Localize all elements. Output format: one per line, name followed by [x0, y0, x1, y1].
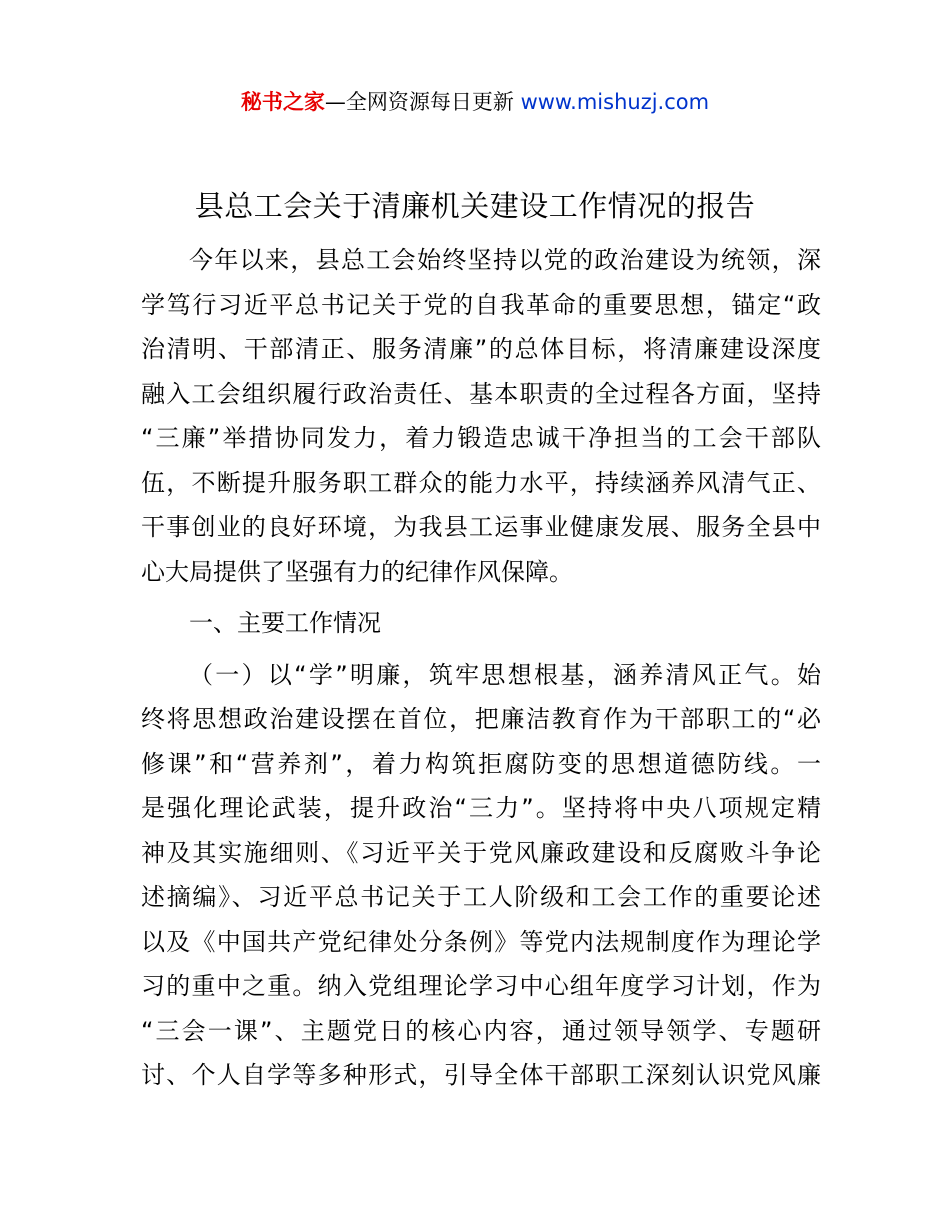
paragraph-line: 学笃行习近平总书记关于党的自我革命的重要思想，锚定“政	[141, 290, 821, 319]
paragraph-line: 干事创业的良好环境，为我县工运事业健康发展、服务全县中	[141, 513, 821, 541]
paragraph-line: “三廉”举措协同发力，着力锻造忠诚干净担当的工会干部队	[141, 424, 821, 452]
paragraph-line: 心大局提供了坚强有力的纪律作风保障。	[141, 557, 573, 586]
paragraph-line: 以及《中国共产党纪律处分条例》等党内法规制度作为理论学	[141, 927, 821, 956]
section-heading: 一、主要工作情况	[189, 609, 381, 637]
paragraph-line: 神及其实施细则、《习近平关于党风廉政建设和反腐败斗争论	[141, 838, 821, 867]
paragraph-line: “三会一课”、主题党日的核心内容，通过领导领学、专题研	[141, 1016, 821, 1045]
paragraph-line: 述摘编》、习近平总书记关于工人阶级和工会工作的重要论述	[141, 883, 821, 911]
document-body	[141, 238, 821, 1098]
paragraph-line: 融入工会组织履行政治责任、基本职责的全过程各方面，坚持	[141, 379, 821, 408]
site-tagline: —全网资源每日更新	[324, 90, 514, 114]
paragraph-spacer	[141, 594, 821, 601]
document-title: 县总工会关于清廉机关建设工作情况的报告	[194, 189, 756, 223]
paragraph-line: （一）以“学”明廉，筑牢思想根基，涵养清风正气。始	[189, 660, 821, 689]
paragraph-line: 终将思想政治建设摆在首位，把廉洁教育作为干部职工的“必	[141, 705, 821, 733]
paragraph-line: 是强化理论武装，提升政治“三力”。坚持将中央八项规定精	[141, 794, 821, 822]
site-header	[0, 86, 950, 118]
site-url-link[interactable]: www.mishuzj.com	[520, 90, 710, 114]
paragraph-line: 伍，不断提升服务职工群众的能力水平，持续涵养风清气正、	[141, 468, 821, 497]
paragraph-line: 习的重中之重。纳入党组理论学习中心组年度学习计划，作为	[141, 972, 821, 1000]
paragraph-line: 今年以来，县总工会始终坚持以党的政治建设为统领，深	[189, 246, 821, 274]
site-brand: 秘书之家	[240, 90, 325, 114]
paragraph-line: 治清明、干部清正、服务清廉”的总体目标，将清廉建设深度	[141, 335, 821, 363]
paragraph-spacer	[141, 646, 821, 653]
paragraph-line: 修课”和“营养剂”，着力构筑拒腐防变的思想道德防线。一	[141, 749, 821, 778]
paragraph-line: 讨、个人自学等多种形式，引导全体干部职工深刻认识党风廉	[141, 1061, 821, 1089]
